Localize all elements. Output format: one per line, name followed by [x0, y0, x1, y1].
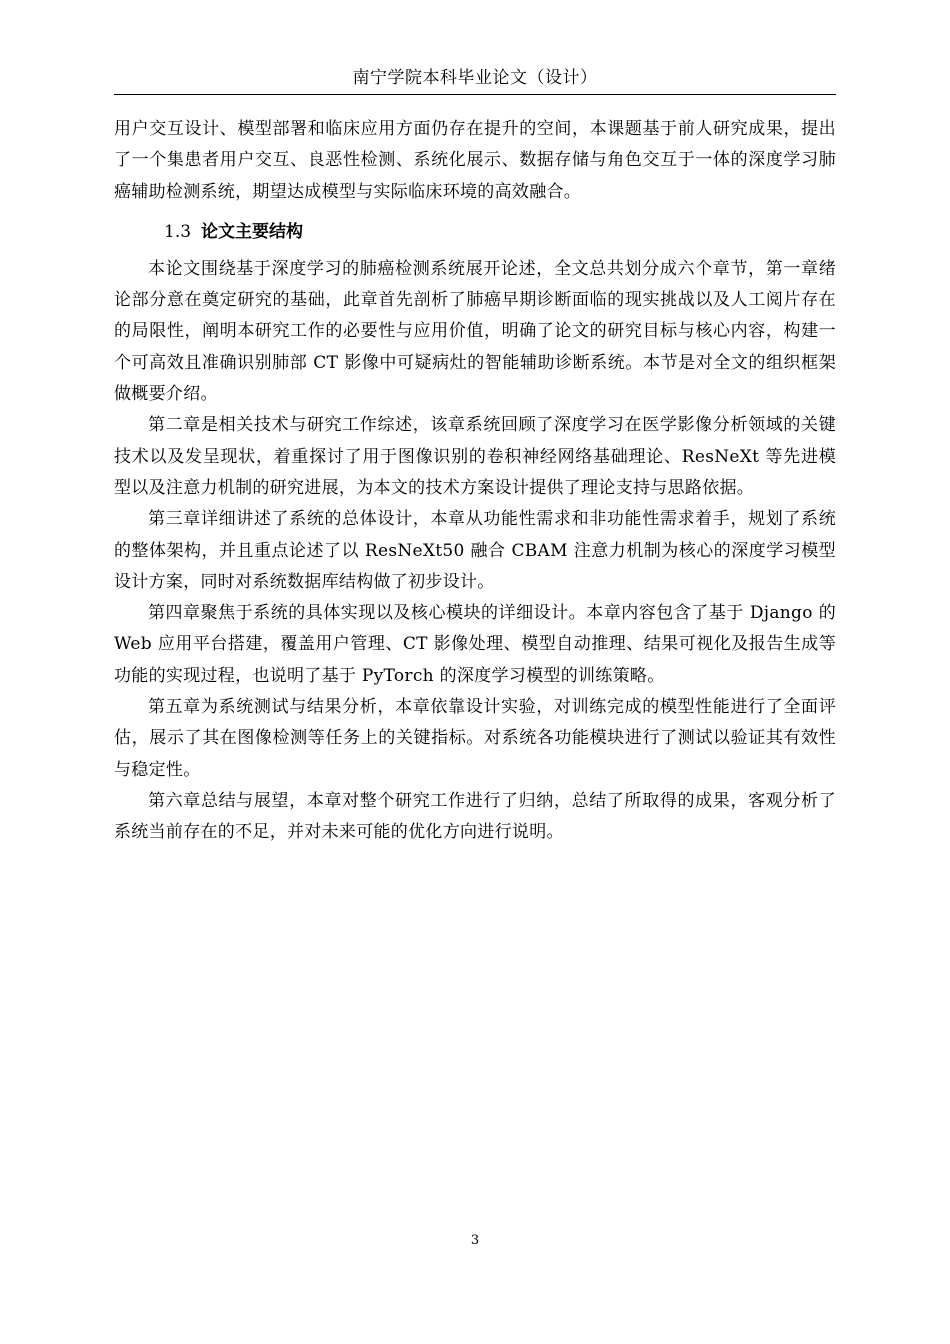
page-number: 3 [470, 1233, 480, 1248]
section-heading [114, 215, 836, 249]
section-number: 1.3 [164, 221, 192, 242]
continued-paragraph: 用户交互设计、模型部署和临床应用方面仍存在提升的空间，本课题基于前人研究成果，提出了一个集患者用户交互、良恶性检测、系统化展示、数据存储与角色交互于一体的深度学习肺癌辅助检测系统，期望达成模型与实际临床环境的高效融合。 [114, 119, 836, 202]
body-paragraph-4: 第四章聚焦于系统的具体实现以及核心模块的详细设计。本章内容包含了基于 Django 的 Web 应用平台搭建，覆盖用户管理、CT 影像处理、模型自动推理、结果可视化及报告生成等功能的实现过程，也说明了基于 PyTorch 的深度学习模型的训练策略。 [114, 603, 836, 686]
body-paragraph-6: 第六章总结与展望，本章对整个研究工作进行了归纳，总结了所取得的成果，客观分析了系统当前存在的不足，并对未来可能的优化方向进行说明。 [114, 790, 836, 843]
body-paragraph-2: 第二章是相关技术与研究工作综述，该章系统回顾了深度学习在医学影像分析领域的关键技术以及发呈现状，着重探讨了用于图像识别的卷积神经网络基础理论、ResNeXt 等先进模型以及注意力机制的研究进展，为本文的技术方案设计提供了理论支持与思路依据。 [114, 415, 836, 498]
section-title: 论文主要结构 [201, 221, 304, 242]
body-paragraph-3: 第三章详细讲述了系统的总体设计，本章从功能性需求和非功能性需求着手，规划了系统的整体架构，并且重点论述了以 ResNeXt50 融合 CBAM 注意力机制为核心的深度学习模型设计方案，同时对系统数据库结构做了初步设计。 [114, 509, 836, 592]
page-body [114, 114, 836, 849]
header-rule [114, 94, 836, 95]
body-paragraph-5: 第五章为系统测试与结果分析，本章依靠设计实验，对训练完成的模型性能进行了全面评估，展示了其在图像检测等任务上的关键指标。对系统各功能模块进行了测试以验证其有效性与稳定性。 [114, 697, 836, 780]
running-header: 南宁学院本科毕业论文（设计） [352, 68, 598, 88]
body-paragraph-1: 本论文围绕基于深度学习的肺癌检测系统展开论述，全文总共划分成六个章节，第一章绪论部分意在奠定研究的基础，此章首先剖析了肺癌早期诊断面临的现实挑战以及人工阅片存在的局限性，阐明本研究工作的必要性与应用价值，明确了论文的研究目标与核心内容，构建一个可高效且准确识别肺部 CT 影像中可疑病灶的智能辅助诊断系统。本节是对全文的组织框架做概要介绍。 [114, 258, 836, 405]
